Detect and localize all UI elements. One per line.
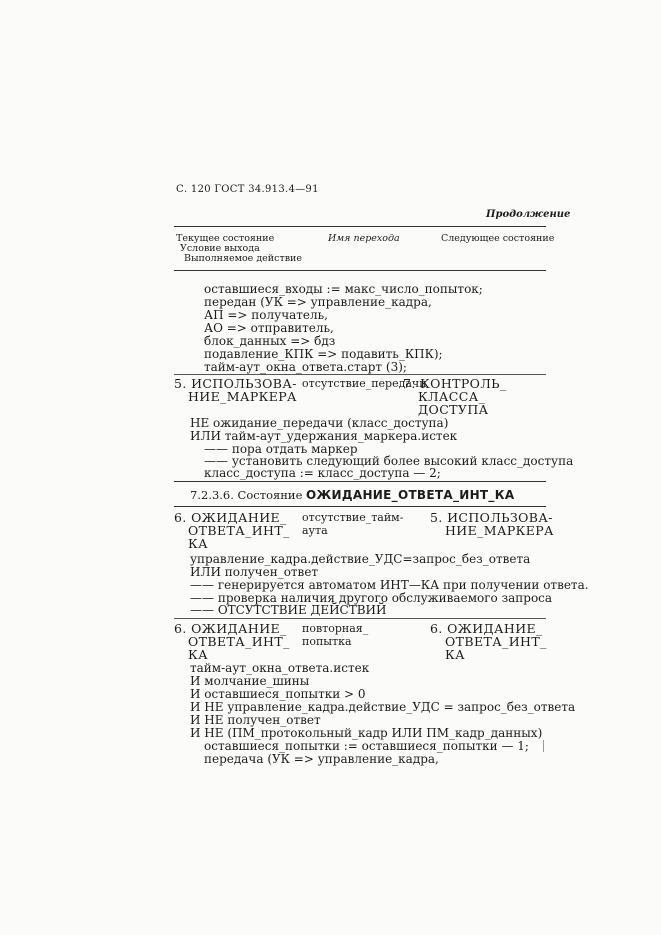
section-bottom-rule	[174, 506, 546, 507]
condition-line: И оставшиеся_попытки > 0	[190, 687, 366, 701]
condition-line: ИЛИ получен_ответ	[190, 565, 319, 579]
transition-name: отсутствие_передачи	[302, 377, 427, 390]
transition-name: отсутствие_тайм-	[302, 511, 404, 524]
transition-name: повторная_	[302, 622, 369, 635]
table-top-rule	[174, 226, 546, 227]
comment-line: —— ОТСУТСТВИЕ ДЕЙСТВИЙ	[190, 603, 387, 617]
transition-name: аута	[302, 524, 328, 537]
column-header-transition-name: Имя перехода	[328, 233, 400, 244]
continuation-label: Продолжение	[486, 209, 571, 220]
next-state-name: 7. КОНТРОЛЬ_	[403, 376, 507, 391]
column-header-current-state: Текущее состояние	[176, 233, 275, 244]
condition-line: И НЕ (ПМ_протокольный_кадр ИЛИ ПМ_кадр_данных)	[190, 726, 543, 740]
scan-mark	[543, 740, 544, 752]
current-state-name: 6. ОЖИДАНИЕ_	[174, 510, 287, 525]
action-line: оставшиеся_входы := макс_число_попыток;	[204, 282, 483, 296]
action-line: передан (УК => управление_кадра,	[204, 295, 432, 309]
column-header-next-state: Следующее состояние	[441, 233, 555, 244]
condition-line: И НЕ управление_кадра.действие_УДС = запрос_без_ответа	[190, 700, 576, 714]
row-separator	[174, 374, 546, 375]
comment-line: —— генерируется автоматом ИНТ—КА при получении ответа.	[190, 578, 589, 592]
condition-line: И молчание_шины	[190, 674, 310, 688]
next-state-name: КА	[445, 647, 465, 662]
current-state-name: 5. ИСПОЛЬЗОВА-	[174, 376, 297, 391]
next-state-name: ОТВЕТА_ИНТ_	[445, 634, 547, 649]
current-state-name: КА	[188, 647, 208, 662]
next-state-name: 6. ОЖИДАНИЕ_	[430, 621, 543, 636]
next-state-name: КЛАССА_	[418, 389, 486, 404]
current-state-name: ОТВЕТА_ИНТ_	[188, 634, 290, 649]
row-separator	[174, 618, 546, 619]
section-number: 7.2.3.6. Состояние	[190, 488, 303, 502]
condition-line: НЕ ожидание_передачи (класс_доступа)	[190, 416, 449, 430]
current-state-name: КА	[188, 536, 208, 551]
action-line: передача (УК => управление_кадра,	[204, 752, 439, 766]
action-line: блок_данных => бдз	[204, 334, 336, 348]
action-line: АП => получатель,	[204, 308, 328, 322]
header-bottom-rule	[174, 270, 546, 271]
action-line: АО => отправитель,	[204, 321, 334, 335]
transition-name: попытка	[302, 635, 352, 648]
column-header-exit-condition: Условие выхода	[180, 243, 260, 254]
current-state-name: ОТВЕТА_ИНТ_	[188, 523, 290, 538]
condition-line: управление_кадра.действие_УДС=запрос_без_ответа	[190, 552, 531, 566]
section-top-rule	[174, 481, 546, 482]
next-state-name: ДОСТУПА	[418, 402, 489, 417]
condition-line: ИЛИ тайм-аут_удержания_маркера.истек	[190, 429, 458, 443]
section-heading	[190, 488, 514, 502]
next-state-name: НИЕ_МАРКЕРА	[445, 523, 554, 538]
page-reference: С. 120 ГОСТ 34.913.4—91	[176, 184, 319, 195]
current-state-name: 6. ОЖИДАНИЕ_	[174, 621, 287, 636]
condition-line: И НЕ получен_ответ	[190, 713, 321, 727]
current-state-name: НИЕ_МАРКЕРА	[188, 389, 297, 404]
next-state-name: 5. ИСПОЛЬЗОВА-	[430, 510, 553, 525]
action-line: подавление_КПК => подавить_КПК);	[204, 347, 443, 361]
column-header-action: Выполняемое действие	[184, 253, 303, 264]
comment-line: —— проверка наличия другого обслуживаемого запроса	[190, 591, 553, 605]
action-line: класс_доступа := класс_доступа — 2;	[204, 466, 441, 480]
section-title: ОЖИДАНИЕ_ОТВЕТА_ИНТ_КА	[306, 488, 515, 502]
comment-line: —— пора отдать маркер	[204, 442, 358, 456]
condition-line: тайм-аут_окна_ответа.истек	[190, 661, 370, 675]
action-line: оставшиеся_попытки := оставшиеся_попытки — 1;	[204, 739, 529, 753]
action-line: тайм-аут_окна_ответа.старт (3);	[204, 360, 407, 374]
comment-line: —— установить следующий более высокий класс_доступа	[204, 454, 574, 468]
